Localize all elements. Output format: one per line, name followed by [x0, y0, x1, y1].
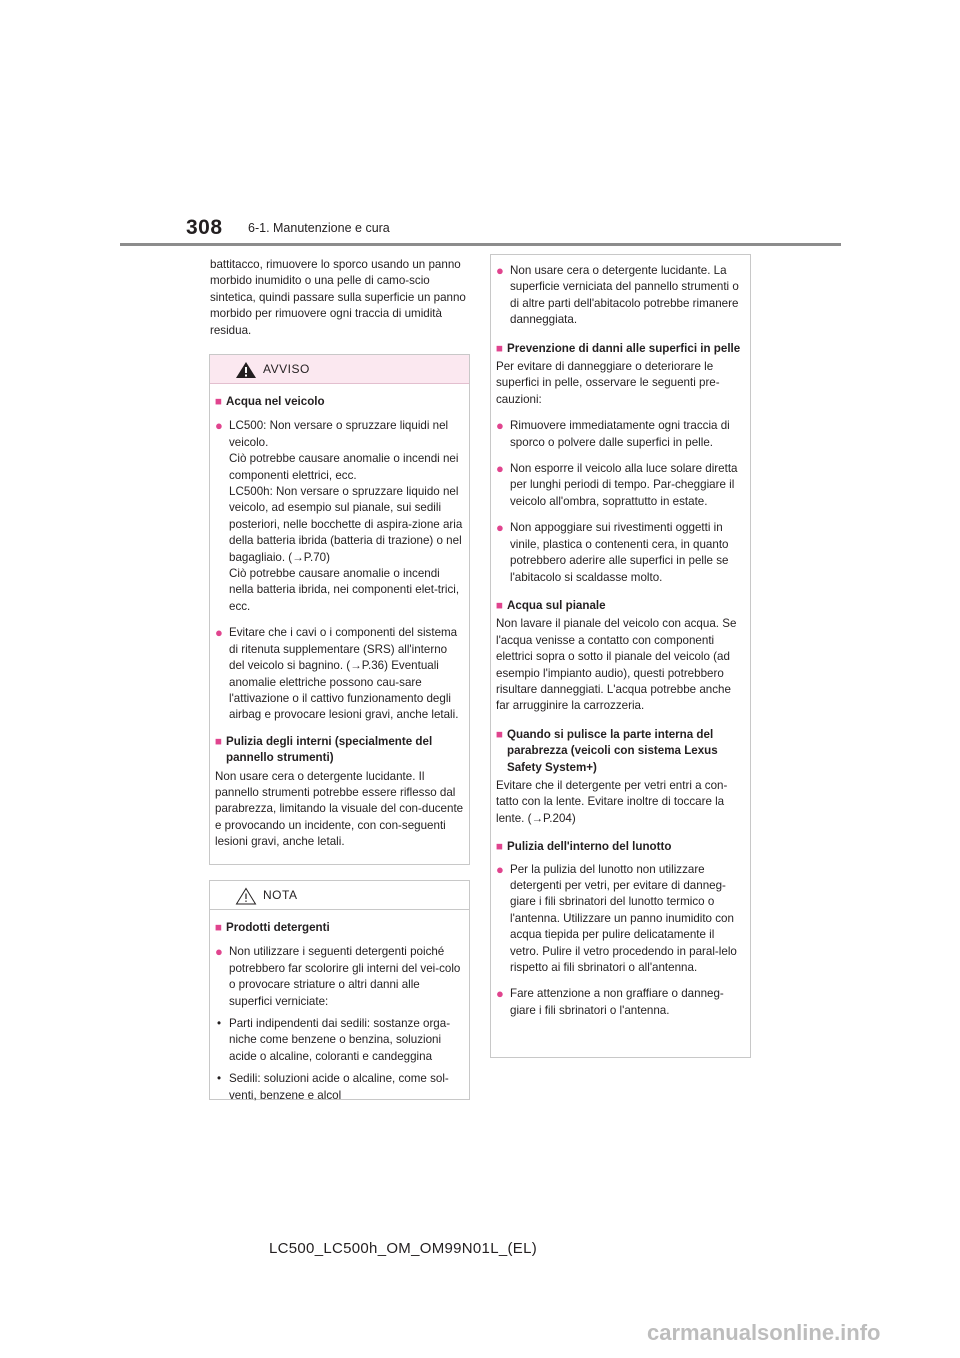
warning-bullet: ● Per la pulizia del lunotto non utilizzare detergenti per vetri, per evitare di danneg-giare i fili sbrinatori del lunotto termico o l'antenna. Utilizzare un panno inumidito con acqua tiepida per pulire delicatamente il vetro. Pulire il vetro procedendo in paral-lelo rispetto ai fili sbrinatori o all'antenna.: [496, 862, 745, 977]
warning-label: AVVISO: [263, 362, 310, 376]
circle-bullet-icon: ●: [496, 461, 504, 477]
warning-bullet: ● Non appoggiare sui rivestimenti oggetti in vinile, plastica o contenenti cera, in quanto potrebbero aderire alle superfici in pelle se l'abitacolo si scaldasse molto.: [496, 520, 745, 586]
note-box: [209, 880, 470, 1100]
note-section-heading: ■ Prodotti detergenti: [215, 920, 464, 936]
note-label: NOTA: [263, 888, 298, 902]
circle-bullet-icon: ●: [496, 520, 504, 536]
warning-paragraph: Non lavare il pianale del veicolo con acqua. Se l'acqua venisse a contatto con componenti elettrici sopra o sotto il pianale del veicolo (ad esempio l'impianto audio), questi potrebbero risultare danneggiati. L'acqua potrebbe anche far arrugginire la carrozzeria.: [496, 617, 737, 713]
warning-bullet: ● Fare attenzione a non graffiare o danneg-giare i fili sbrinatori o l'antenna.: [496, 986, 745, 1019]
header-rule: [120, 243, 841, 246]
circle-bullet-icon: ●: [496, 418, 504, 434]
warning-bullet: ● Rimuovere immediatamente ogni traccia di sporco o polvere dalle superfici in pelle.: [496, 418, 745, 451]
square-bullet-icon: ■: [496, 598, 504, 612]
circle-bullet-icon: ●: [215, 944, 223, 960]
warning-section-heading: ■ Acqua sul pianale: [496, 598, 745, 614]
note-bullet: ● Non utilizzare i seguenti detergenti poiché potrebbero far scolorire gli interni del vei-colo o provocare striature o altri danni alle superfici verniciate:: [215, 944, 464, 1010]
warning-paragraph: Evitare che il detergente per vetri entri a con-tatto con la lente. Evitare inoltre di toccare la lente. (→P.204): [496, 778, 728, 825]
square-bullet-icon: ■: [215, 734, 223, 748]
warning-section-heading: ■ Acqua nel veicolo: [215, 394, 464, 410]
square-bullet-icon: ■: [496, 840, 504, 854]
intro-paragraph: battitacco, rimuovere lo sporco usando un panno morbido inumidito o una pelle di camo-scio sintetica, quindi passare sulla superficie un panno morbido per rimuovere ogni traccia di umidità residua.: [210, 258, 466, 337]
warning-bullet: ● Non usare cera o detergente lucidante. La superficie verniciata del pannello strumenti o di altre parti dell'abitacolo potrebbe rimanere danneggiata.: [496, 263, 745, 329]
warning-triangle-icon: [235, 361, 257, 379]
document-code: LC500_LC500h_OM_OM99N01L_(EL): [269, 1240, 538, 1257]
note-box-header: [210, 881, 469, 910]
circle-bullet-icon: ●: [496, 861, 504, 877]
warning-bullet: ● Evitare che i cavi o i componenti del sistema di ritenuta supplementare (SRS) all'interno del veicolo si bagnino. (→P.36) Eventuali anomalie elettriche possono cau-sare l'attivazione o il cattivo funzionamento degli airbag e provocare lesioni gravi, anche letali.: [215, 625, 464, 723]
warning-paragraph: Non usare cera o detergente lucidante. Il pannello strumenti potrebbe essere riflesso dal parabrezza, limitando la visuale del con-ducente e provocando un incidente, con con-seguenti lesioni gravi, anche letali.: [215, 769, 464, 849]
warning-section-heading: ■ Prevenzione di danni alle superfici in pelle: [496, 341, 745, 357]
circle-bullet-icon: ●: [496, 263, 504, 278]
square-bullet-icon: ■: [496, 727, 504, 741]
square-bullet-icon: ■: [496, 341, 504, 355]
warning-bullet: ● LC500: Non versare o spruzzare liquidi nel veicolo. Ciò potrebbe causare anomalie o incendi nei componenti elettrici, ecc. LC500h: Non versare o spruzzare liquido nel veicolo, ad esempio sul pianale, sui sedili posteriori, nelle bocchette di aspira-zione aria della batteria ibrida (batteria di trazione) o nel bagagliaio. (→P.70) Ciò potrebbe causare anomalie o incendi nella batteria ibrida, nei componenti elet-trici, ecc.: [215, 418, 464, 615]
note-sub-item: • Parti indipendenti dai sedili: sostanze orga-niche come benzene o benzina, soluzioni acide o alcaline, coloranti e candeggina: [217, 1017, 451, 1063]
warning-box: [209, 354, 470, 865]
note-sub-item: • Sedili: soluzioni acide o alcaline, come sol-venti, benzene e alcol: [217, 1072, 449, 1102]
warning-box-continued: [490, 254, 751, 1058]
warning-section-heading: ■ Quando si pulisce la parte interna del parabrezza (veicoli con sistema Lexus Safety System+): [496, 727, 745, 776]
circle-bullet-icon: ●: [215, 625, 223, 641]
warning-bullet: ● Non esporre il veicolo alla luce solare diretta per lunghi periodi di tempo. Par-cheggiare il veicolo all'ombra, soprattutto in estate.: [496, 461, 745, 510]
warning-section-heading: ■ Pulizia degli interni (specialmente del pannello strumenti): [215, 734, 464, 767]
page-number: 308: [186, 216, 223, 239]
section-title: 6-1. Manutenzione e cura: [248, 221, 390, 235]
warning-box-header: [210, 355, 469, 384]
square-bullet-icon: ■: [215, 395, 223, 408]
caution-triangle-icon: [235, 887, 257, 905]
circle-bullet-icon: ●: [496, 986, 504, 1002]
warning-section-heading: ■ Pulizia dell'interno del lunotto: [496, 839, 745, 855]
warning-paragraph: Per evitare di danneggiare o deteriorare le superfici in pelle, osservare le seguenti pre-cauzioni:: [496, 360, 720, 406]
square-bullet-icon: ■: [215, 921, 223, 934]
watermark: carmanualsonline.info: [647, 1320, 881, 1345]
circle-bullet-icon: ●: [215, 418, 223, 434]
